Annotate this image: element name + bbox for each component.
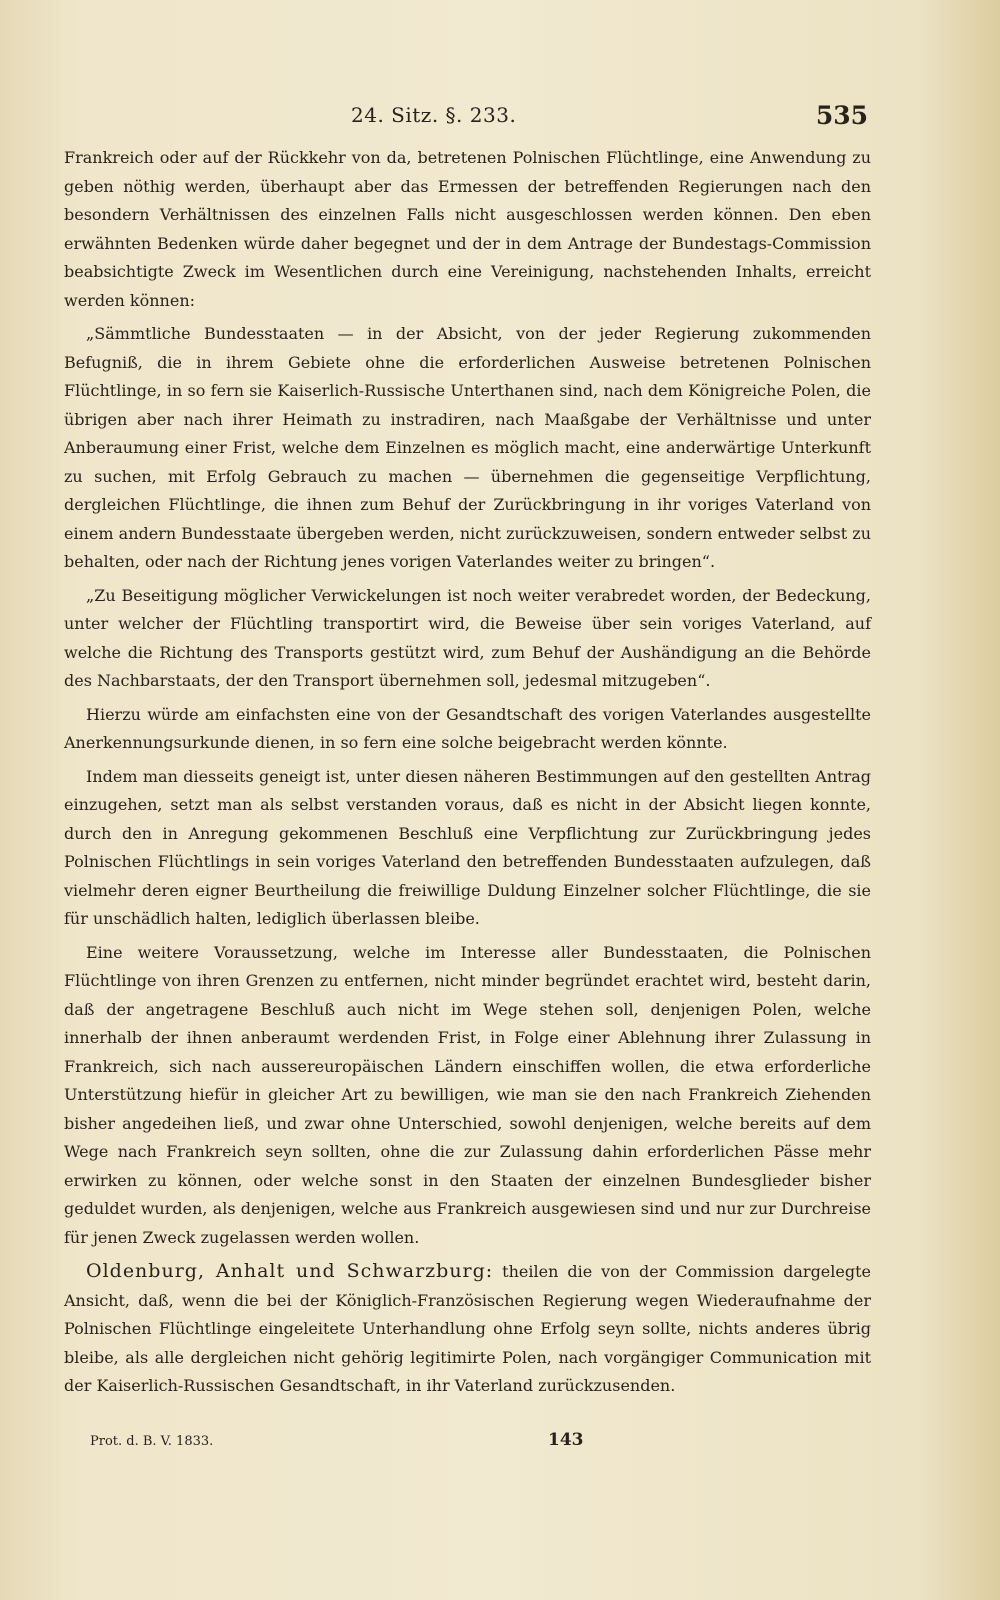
page-number: 535	[815, 101, 868, 130]
paragraph: Hierzu würde am einfachsten eine von der Gesandtschaft des vorigen Vaterlandes ausgestellte Anerkennungsurkunde dienen, in so fern eine solche beigebracht werden könnte.	[64, 704, 871, 752]
speaker-states: Oldenburg, Anhalt und Schwarzburg:	[86, 1260, 494, 1282]
final-paragraph-text: theilen die von der Commission dargelegte Ansicht, daß, wenn die bei der Königlich-Französischen Regierung wegen Wiederaufnahme der Polnischen Flüchtlinge eingeleitete Unterhandlung ohne Erfolg seyn sollte, nichts anderes übrig bleibe, als alle dergleichen nicht gehörig legitimirte Polen, nach vorgängiger Communication mit der Kaiserlich-Russischen Gesandtschaft, in ihr Vaterland zurückzusenden.	[64, 1262, 872, 1395]
protocol-reference: Prot. d. B. V. 1833.	[90, 1434, 214, 1449]
final-paragraph	[64, 1257, 871, 1401]
body-text	[64, 144, 871, 1406]
paragraph: Indem man diesseits geneigt ist, unter diesen näheren Bestimmungen auf den gestellten Antrag einzugehen, setzt man als selbst verstanden voraus, daß es nicht in der Absicht liegen konnte, durch den in Anregung gekommenen Beschluß eine Verpflichtung zur Zurückbringung jedes Polnischen Flüchtlings in sein voriges Vaterland den betreffenden Bundesstaaten aufzulegen, daß vielmehr deren eigner Beurtheilung die freiwillige Duldung Einzelner solcher Flüchtlinge, die sie für unschädlich halten, lediglich überlassen bleibe.	[64, 766, 871, 928]
running-head: 24. Sitz. §. 233.	[351, 103, 517, 127]
page-footer	[90, 1430, 866, 1462]
quoted-paragraph: „Zu Beseitigung möglicher Verwickelungen ist noch weiter verabredet worden, der Bedeckung, unter welcher der Flüchtling transportirt wird, die Beweise über sein voriges Vaterland, auf welche die Richtung des Transports gestützt wird, zum Behuf der Aushändigung an die Behörde des Nachbarstaats, der den Transport übernehmen soll, jedesmal mitzugeben“.	[64, 585, 871, 690]
signature-mark: 143	[548, 1430, 584, 1450]
quoted-paragraph: „Sämmtliche Bundesstaaten — in der Absicht, von der jeder Regierung zukommenden Befugniß, die in ihrem Gebiete ohne die erforderlichen Ausweise betretenen Polnischen Flüchtlinge, in so fern sie Kaiserlich-Russische Unterthanen sind, nach dem Königreiche Polen, die übrigen aber nach ihrer Heimath zu instradiren, nach Maaßgabe der Verhältnisse und unter Anberaumung einer Frist, welche dem Einzelnen es möglich macht, eine anderwärtige Unterkunft zu suchen, mit Erfolg Gebrauch zu machen — übernehmen die gegenseitige Verpflichtung, dergleichen Flüchtlinge, die ihnen zum Behuf der Zurückbringung in ihr voriges Vaterland von einem andern Bundesstaate übergeben werden, nicht zurückzuweisen, sondern entweder selbst zu behalten, oder nach der Richtung jenes vorigen Vaterlandes weiter zu bringen“.	[64, 324, 871, 571]
paragraph: Frankreich oder auf der Rückkehr von da, betretenen Polnischen Flüchtlinge, eine Anwendung zu geben nöthig werden, überhaupt aber das Ermessen der betreffenden Regierungen nach den besondern Verhältnissen des einzelnen Falls nicht ausgeschlossen werden können. Den eben erwähnten Bedenken würde daher begegnet und der in dem Antrage der Bundestags-Commission beabsichtigte Zweck im Wesentlichen durch eine Vereinigung, nachstehenden Inhalts, erreicht werden können:	[64, 148, 871, 310]
page-header	[64, 103, 866, 139]
paragraph: Eine weitere Voraussetzung, welche im Interesse aller Bundesstaaten, die Polnischen Flüchtlinge von ihren Grenzen zu entfernen, nicht minder begründet erachtet wird, besteht darin, daß der angetragene Beschluß auch nicht im Wege stehen soll, denjenigen Polen, welche innerhalb der ihnen anberaumt werdenden Frist, in Folge einer Ablehnung ihrer Zulassung in Frankreich, sich nach aussereuropäischen Ländern einschiffen wollen, die etwa erforderliche Unterstützung hiefür in gleicher Art zu bewilligen, wie man sie den nach Frankreich Ziehenden bisher angedeihen ließ, und zwar ohne Unterschied, sowohl denjenigen, welche bereits auf dem Wege nach Frankreich seyn sollten, ohne die zur Zulassung dahin erforderlichen Pässe mehr erwirken zu können, oder welche sonst in den Staaten der einzelnen Bundesglieder bisher geduldet wurden, als denjenigen, welche aus Frankreich ausgewiesen sind und nur zur Durchreise für jenen Zweck zugelassen werden wollen.	[64, 942, 871, 1247]
